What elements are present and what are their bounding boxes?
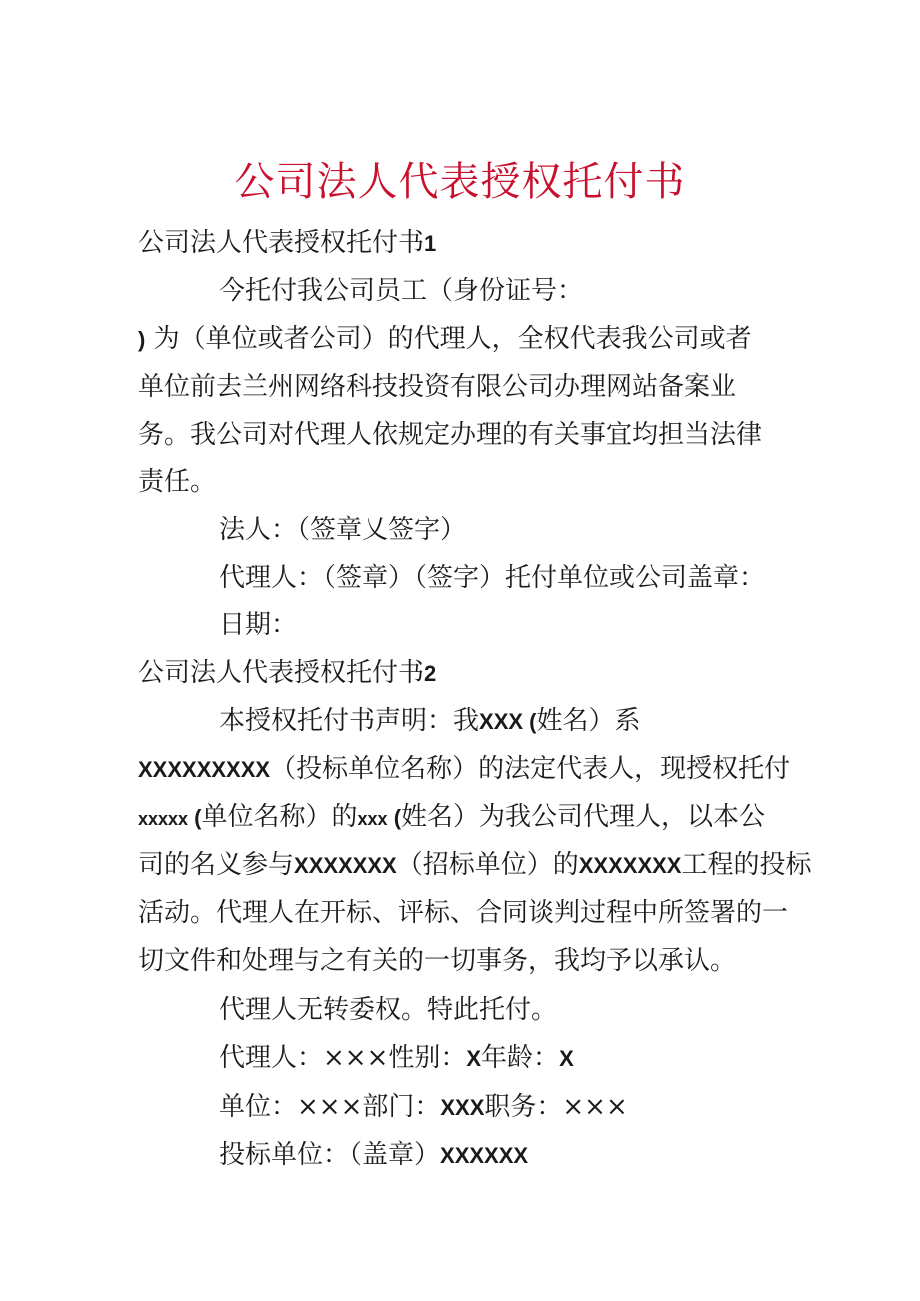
section2-line-5: 活动。代理人在开标、评标、合同谈判过程中所签署的一 <box>138 898 789 928</box>
document-title: 公司法人代表授权托付书 <box>234 159 686 205</box>
unit-info-line <box>219 1090 628 1125</box>
text-run: （招标单位）的 <box>396 850 579 880</box>
placeholder-run: X <box>559 1046 574 1071</box>
text-run: 姓名）系 <box>536 706 641 736</box>
section2-line-6: 切文件和处理与之有关的一切事务，我均予以承认。 <box>138 946 737 976</box>
section2-line-7: 代理人无转委权。特此托付。 <box>219 995 558 1025</box>
text-run: 代理人：×××性别： <box>219 1043 467 1073</box>
section1-line-2-text: 为（单位或者公司）的代理人，全权代表我公司或者 <box>145 324 752 354</box>
text-run: 职务：××× <box>484 1092 628 1122</box>
text-run: 单位：×××部门： <box>219 1092 441 1122</box>
placeholder-run: XXX <box>479 709 524 734</box>
paren-run: ( <box>387 805 402 830</box>
paren-run: ( <box>523 709 537 734</box>
section1-line-4: 务。我公司对代理人依规定办理的有关事宜均担当法律 <box>138 420 763 450</box>
section1-heading-num: 1 <box>424 231 437 256</box>
section1-line-2-paren: ) <box>138 327 146 352</box>
bidding-unit-line <box>219 1138 528 1173</box>
placeholder-run: X <box>466 1046 482 1071</box>
section1-heading-text: 公司法人代表授权托付书 <box>138 228 425 258</box>
section1-heading <box>138 226 436 261</box>
text-run: 单位名称）的 <box>201 802 358 832</box>
text-run: （投标单位名称）的法定代表人，现授权托付 <box>270 754 791 784</box>
section2-line-2 <box>138 752 790 787</box>
agent-line: 代理人：（签章）（签字）托付单位或公司盖章： <box>219 563 766 593</box>
legal-person-line: 法人：（签章乂签字） <box>219 515 467 545</box>
paren-run: ( <box>188 805 202 830</box>
text-run: 投标单位：（盖章） <box>219 1140 441 1170</box>
placeholder-run: XXX <box>440 1095 485 1120</box>
text-run: 姓名）为我公司代理人，以本公 <box>401 802 766 832</box>
section1-line-1: 今托付我公司员工（身份证号： <box>219 276 584 306</box>
placeholder-run: xxxxx <box>138 809 189 829</box>
placeholder-run: XXXXXXX <box>578 853 682 878</box>
agent-info-line <box>219 1041 574 1076</box>
placeholder-run: XXXXXX <box>440 1143 529 1168</box>
section1-line-3: 单位前去兰州网络科技投资有限公司办理网站备案业 <box>138 372 737 402</box>
text-run: 工程的投标 <box>681 850 812 880</box>
section1-line-5: 责任。 <box>138 467 217 497</box>
section2-line-4 <box>138 848 811 883</box>
date-line: 日期： <box>219 610 298 640</box>
section2-line-1 <box>219 704 641 739</box>
text-run: 本授权托付书声明：我 <box>219 706 480 736</box>
placeholder-run: XXXXXXX <box>294 853 397 878</box>
section2-heading-text: 公司法人代表授权托付书 <box>138 658 425 688</box>
section1-line-2 <box>138 322 752 357</box>
section2-heading <box>138 656 436 691</box>
placeholder-run: xxx <box>357 809 388 829</box>
section2-line-3 <box>138 800 765 836</box>
placeholder-run: XXXXXXXXX <box>138 757 271 782</box>
section2-heading-num: 2 <box>424 661 437 686</box>
text-run: 司的名义参与 <box>138 850 295 880</box>
text-run: 年龄： <box>481 1043 560 1073</box>
